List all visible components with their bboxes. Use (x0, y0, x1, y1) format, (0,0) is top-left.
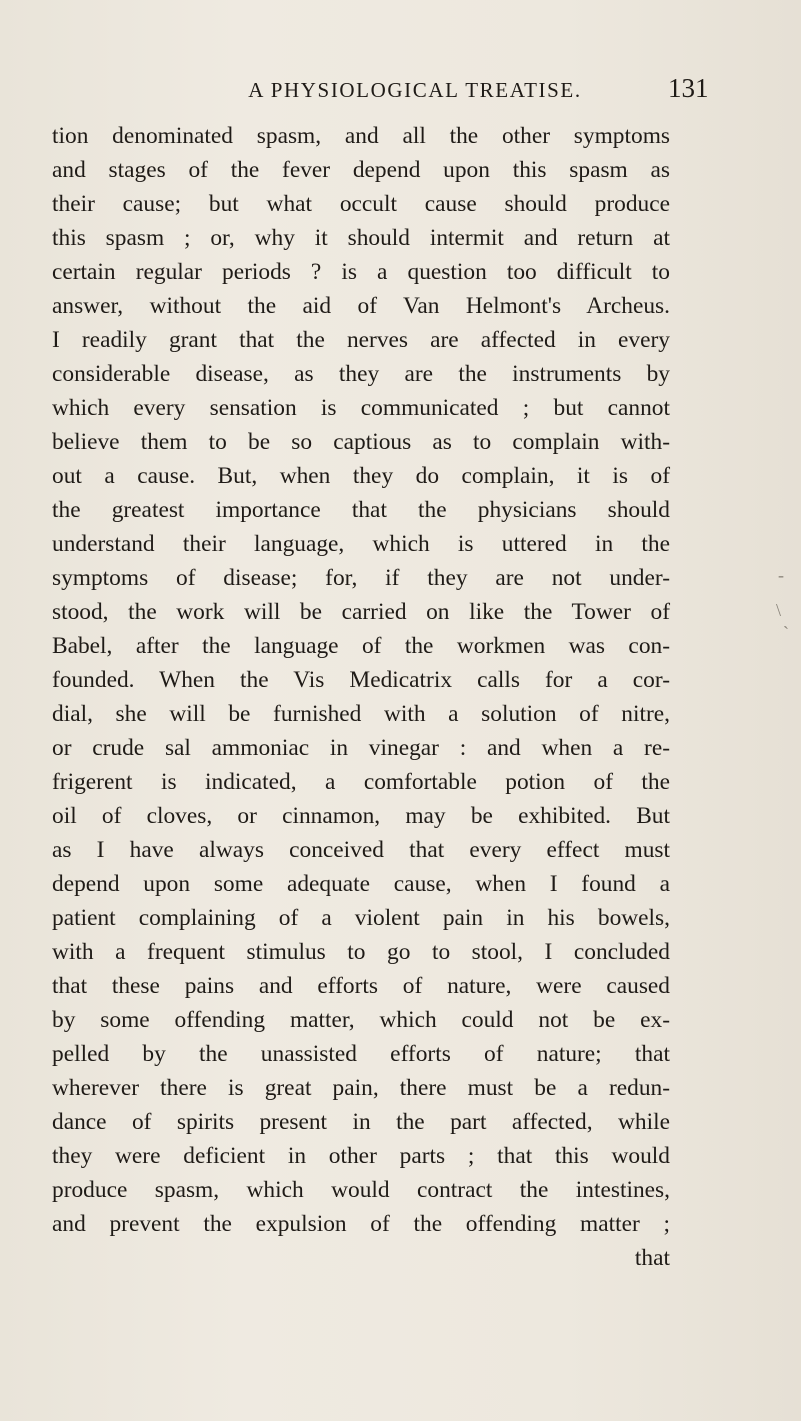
text-line: which every sensation is communicated ; but cannot (52, 395, 670, 421)
margin-mark: - (778, 565, 784, 585)
text-line: oil of cloves, or cinnamon, may be exhibited. But (52, 803, 670, 829)
text-line: by some offending matter, which could not be ex- (52, 1007, 670, 1033)
text-line: pelled by the unassisted efforts of nature; that (52, 1041, 670, 1067)
text-line: they were deficient in other parts ; that this would (52, 1143, 670, 1169)
margin-mark: ` (783, 623, 789, 643)
text-line: or crude sal ammoniac in vinegar : and when a re- (52, 735, 670, 761)
page-number: 131 (668, 73, 709, 103)
text-line: this spasm ; or, why it should intermit and return at (52, 225, 670, 251)
text-line: frigerent is indicated, a comfortable potion of the (52, 769, 670, 795)
text-line: out a cause. But, when they do complain, it is of (52, 463, 670, 489)
text-line: tion denominated spasm, and all the other symptoms (52, 123, 670, 149)
text-line: founded. When the Vis Medicatrix calls for a cor- (52, 667, 670, 693)
text-line: symptoms of disease; for, if they are not under- (52, 565, 670, 591)
text-line: as I have always conceived that every effect must (52, 837, 670, 863)
text-line: that these pains and efforts of nature, were caused (52, 973, 670, 999)
text-line: understand their language, which is uttered in the (52, 531, 670, 557)
running-title: A PHYSIOLOGICAL TREATISE. (248, 78, 582, 102)
text-line: stood, the work will be carried on like the Tower of (52, 599, 670, 625)
text-line: their cause; but what occult cause should produce (52, 191, 670, 217)
text-line: considerable disease, as they are the instruments by (52, 361, 670, 387)
text-line: and prevent the expulsion of the offending matter ; (52, 1211, 670, 1237)
text-line: wherever there is great pain, there must be a redun- (52, 1075, 670, 1101)
text-line: dial, she will be furnished with a solution of nitre, (52, 701, 670, 727)
text-line: answer, without the aid of Van Helmont's Archeus. (52, 293, 670, 319)
text-line: patient complaining of a violent pain in his bowels, (52, 905, 670, 931)
text-line: the greatest importance that the physicians should (52, 497, 670, 523)
text-line: depend upon some adequate cause, when I found a (52, 871, 670, 897)
text-line: I readily grant that the nerves are affected in every (52, 327, 670, 353)
text-line: believe them to be so captious as to complain with- (52, 429, 670, 455)
text-line: that (634, 1245, 670, 1271)
text-line: dance of spirits present in the part affected, while (52, 1109, 670, 1135)
text-line: produce spasm, which would contract the intestines, (52, 1177, 670, 1203)
text-line: certain regular periods ? is a question too difficult to (52, 259, 670, 285)
text-line: Babel, after the language of the workmen was con- (52, 633, 670, 659)
margin-mark: \ (776, 600, 782, 620)
text-line: and stages of the fever depend upon this spasm as (52, 157, 670, 183)
text-line: with a frequent stimulus to go to stool, I concluded (52, 939, 670, 965)
